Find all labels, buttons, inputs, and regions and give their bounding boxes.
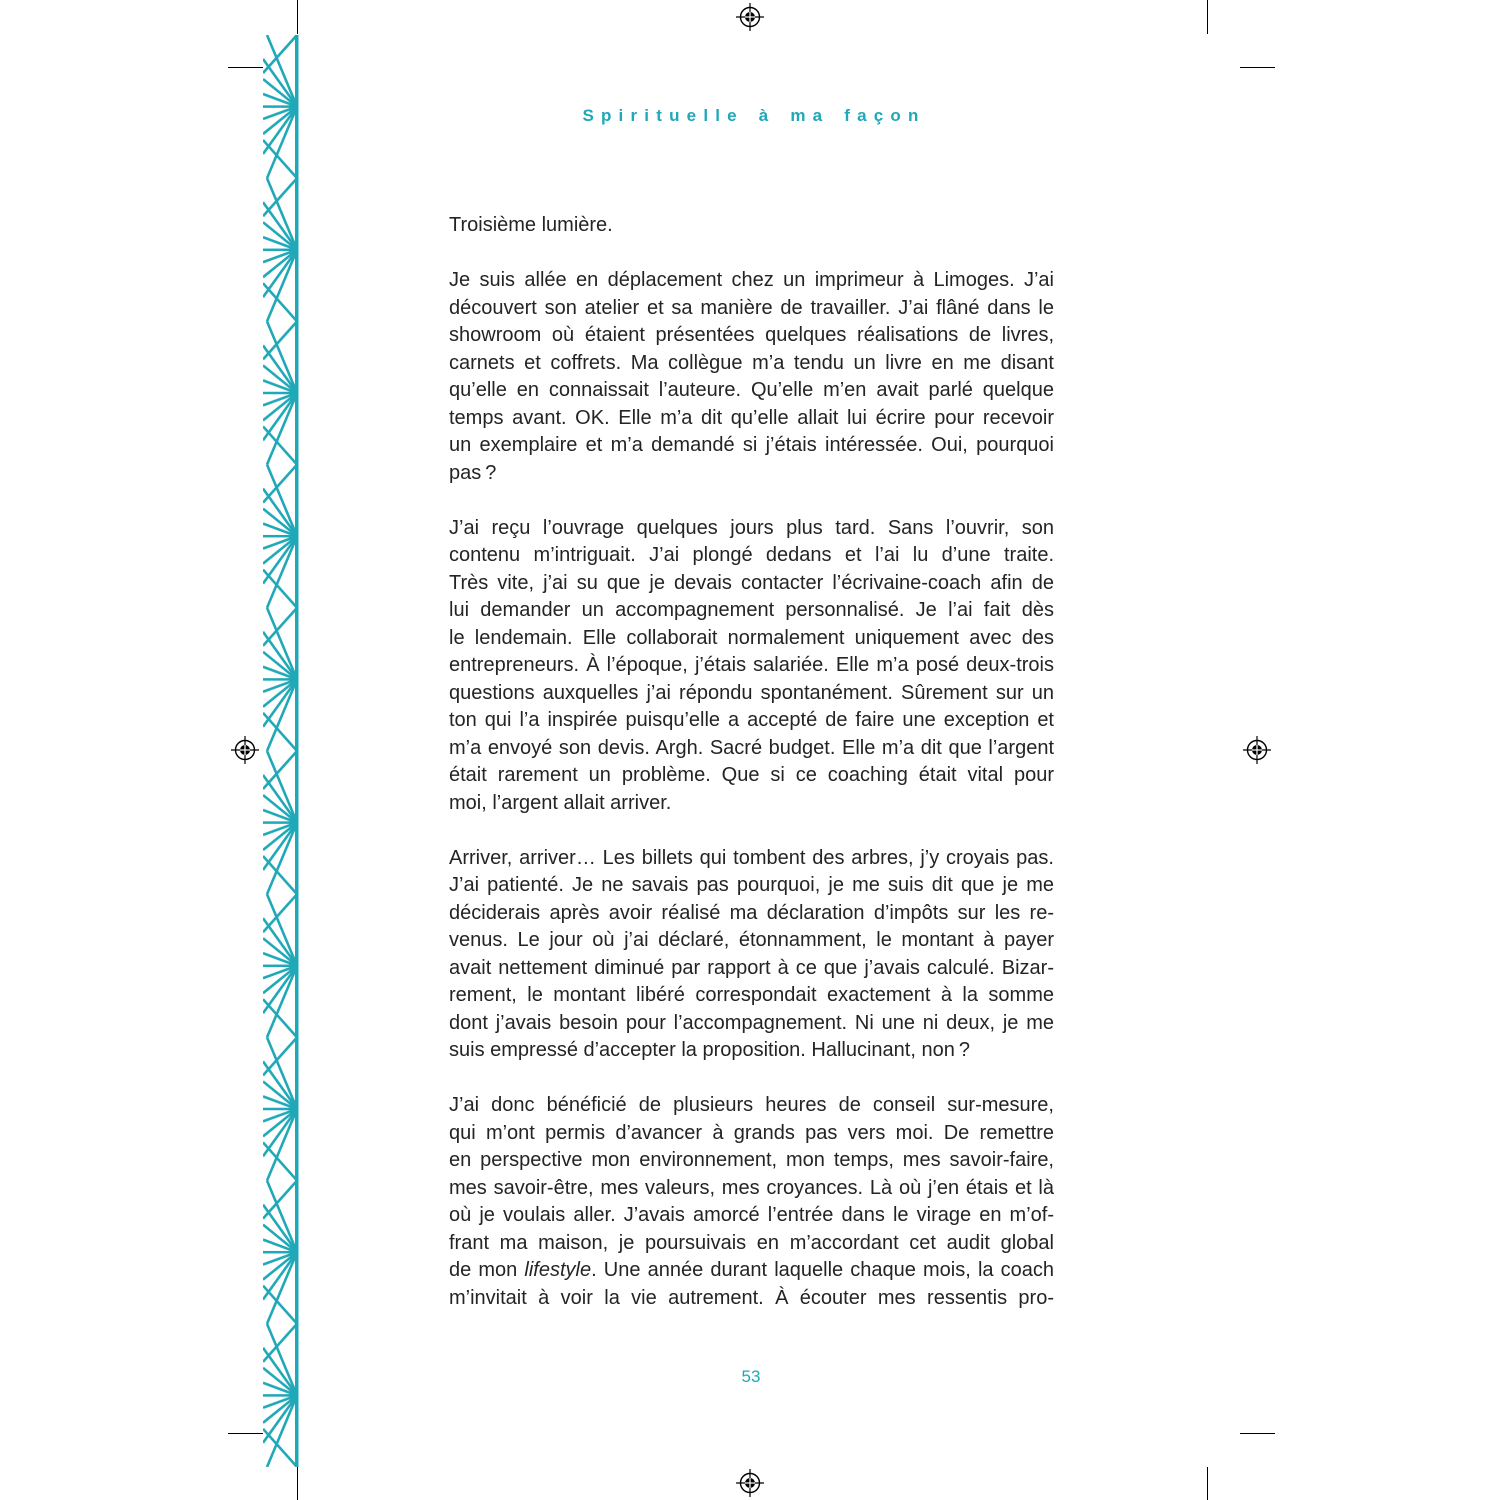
emphasized-word: lifestyle [524, 1259, 592, 1281]
text-line: déciderais après avoir réalisé ma déclaration d’impôts sur les re- [449, 901, 1054, 924]
text-line: découvert son atelier et sa manière de travailler. J’ai flâné dans le [449, 296, 1054, 319]
text-line: temps avant. OK. Elle m’a dit qu’elle allait lui écrire pour recevoir [449, 406, 1054, 429]
text-line: J’ai donc bénéficié de plusieurs heures de conseil sur-mesure, [449, 1094, 1054, 1116]
text-line: lui demander un accompagnement personnalisé. Je l’ai fait dès [449, 599, 1054, 621]
registration-mark-left [231, 736, 259, 764]
text-line: contenu m’intriguait. J’ai plongé dedans et l’ai lu d’une traite. [449, 544, 1054, 566]
text-line: pas ? [449, 461, 497, 484]
text-line: carnets et coffrets. Ma collègue m’a tendu un livre en me disant [449, 351, 1054, 374]
text-line [449, 1257, 1054, 1285]
paragraph [449, 212, 1054, 240]
text-line: où je voulais aller. J’avais amorcé l’entrée dans le virage en m’of- [449, 1204, 1054, 1226]
text-line: avait nettement diminué par rapport à ce que j’avais calculé. Bizar- [449, 956, 1054, 979]
text-line: rement, le montant libéré correspondait exactement à la somme [449, 984, 1054, 1006]
text-line: moi, l’argent allait arriver. [449, 791, 672, 814]
paragraph [449, 1092, 1054, 1312]
paragraph [449, 267, 1054, 487]
text-line: Très vite, j’ai su que je devais contacter l’écrivaine-coach afin de [449, 571, 1054, 594]
text-line: Troisième lumière. [449, 214, 613, 236]
text-line: questions auxquelles j’ai répondu spontanément. Sûrement sur un [449, 681, 1054, 704]
text-line: showroom où étaient présentées quelques réalisations de livres, [449, 324, 1054, 346]
page-number: 53 [741, 1367, 761, 1386]
running-header: Spirituelle à ma façon [582, 106, 926, 125]
text-line: J’ai reçu l’ouvrage quelques jours plus tard. Sans l’ouvrir, son [449, 516, 1054, 539]
text-line: Arriver, arriver… Les billets qui tombent des arbres, j’y croyais pas. [449, 846, 1054, 869]
text-line: m’a envoyé son devis. Argh. Sacré budget. Elle m’a dit que l’argent [449, 736, 1054, 759]
registration-mark-bottom [736, 1469, 764, 1497]
text-segment: de mon [449, 1259, 525, 1281]
text-line: J’ai patienté. Je ne savais pas pourquoi, je me suis dit que je me [449, 874, 1054, 896]
text-line: qui m’ont permis d’avancer à grands pas vers moi. De remettre [449, 1121, 1054, 1144]
text-line: entrepreneurs. À l’époque, j’étais salariée. Elle m’a posé deux-trois [449, 654, 1054, 676]
text-line: le lendemain. Elle collaborait normalement uniquement avec des [449, 626, 1054, 649]
paragraph [449, 515, 1054, 818]
paragraph [449, 845, 1054, 1065]
text-line: dont j’avais besoin pour l’accompagnement. Ni une ni deux, je me [449, 1011, 1054, 1034]
text-line: frant ma maison, je poursuivais en m’accordant cet audit global [449, 1231, 1054, 1254]
text-line: suis empressé d’accepter la proposition. Hallucinant, non ? [449, 1039, 970, 1061]
text-line: en perspective mon environnement, mon temps, mes savoir-faire, [449, 1149, 1054, 1171]
border-rule [295, 35, 299, 1467]
text-line: mes savoir-être, mes valeurs, mes croyances. Là où j’en étais et là [449, 1176, 1054, 1199]
text-line: qu’elle en connaissait l’auteure. Qu’elle m’en avait parlé quelque [449, 379, 1054, 401]
text-line: était rarement un problème. Que si ce coaching était vital pour [449, 764, 1054, 786]
text-line: un exemplaire et m’a demandé si j’étais intéressée. Oui, pourquoi [449, 434, 1054, 456]
text-line: venus. Le jour où j’ai déclaré, étonnamment, le montant à payer [449, 929, 1054, 951]
body-text [449, 212, 1054, 1340]
text-line: Je suis allée en déplacement chez un imprimeur à Limoges. J’ai [449, 269, 1054, 291]
registration-mark-right [1243, 736, 1271, 764]
decorative-border [263, 35, 299, 1467]
text-line: m’invitait à voir la vie autrement. À écouter mes ressentis pro- [449, 1286, 1054, 1309]
registration-mark-top [736, 3, 764, 31]
text-segment: . Une année durant laquelle chaque mois, la coach [591, 1259, 1055, 1281]
border-sunburst-pattern [263, 35, 297, 1467]
text-line: ton qui l’a inspirée puisqu’elle a accepté de faire une exception et [449, 709, 1054, 731]
